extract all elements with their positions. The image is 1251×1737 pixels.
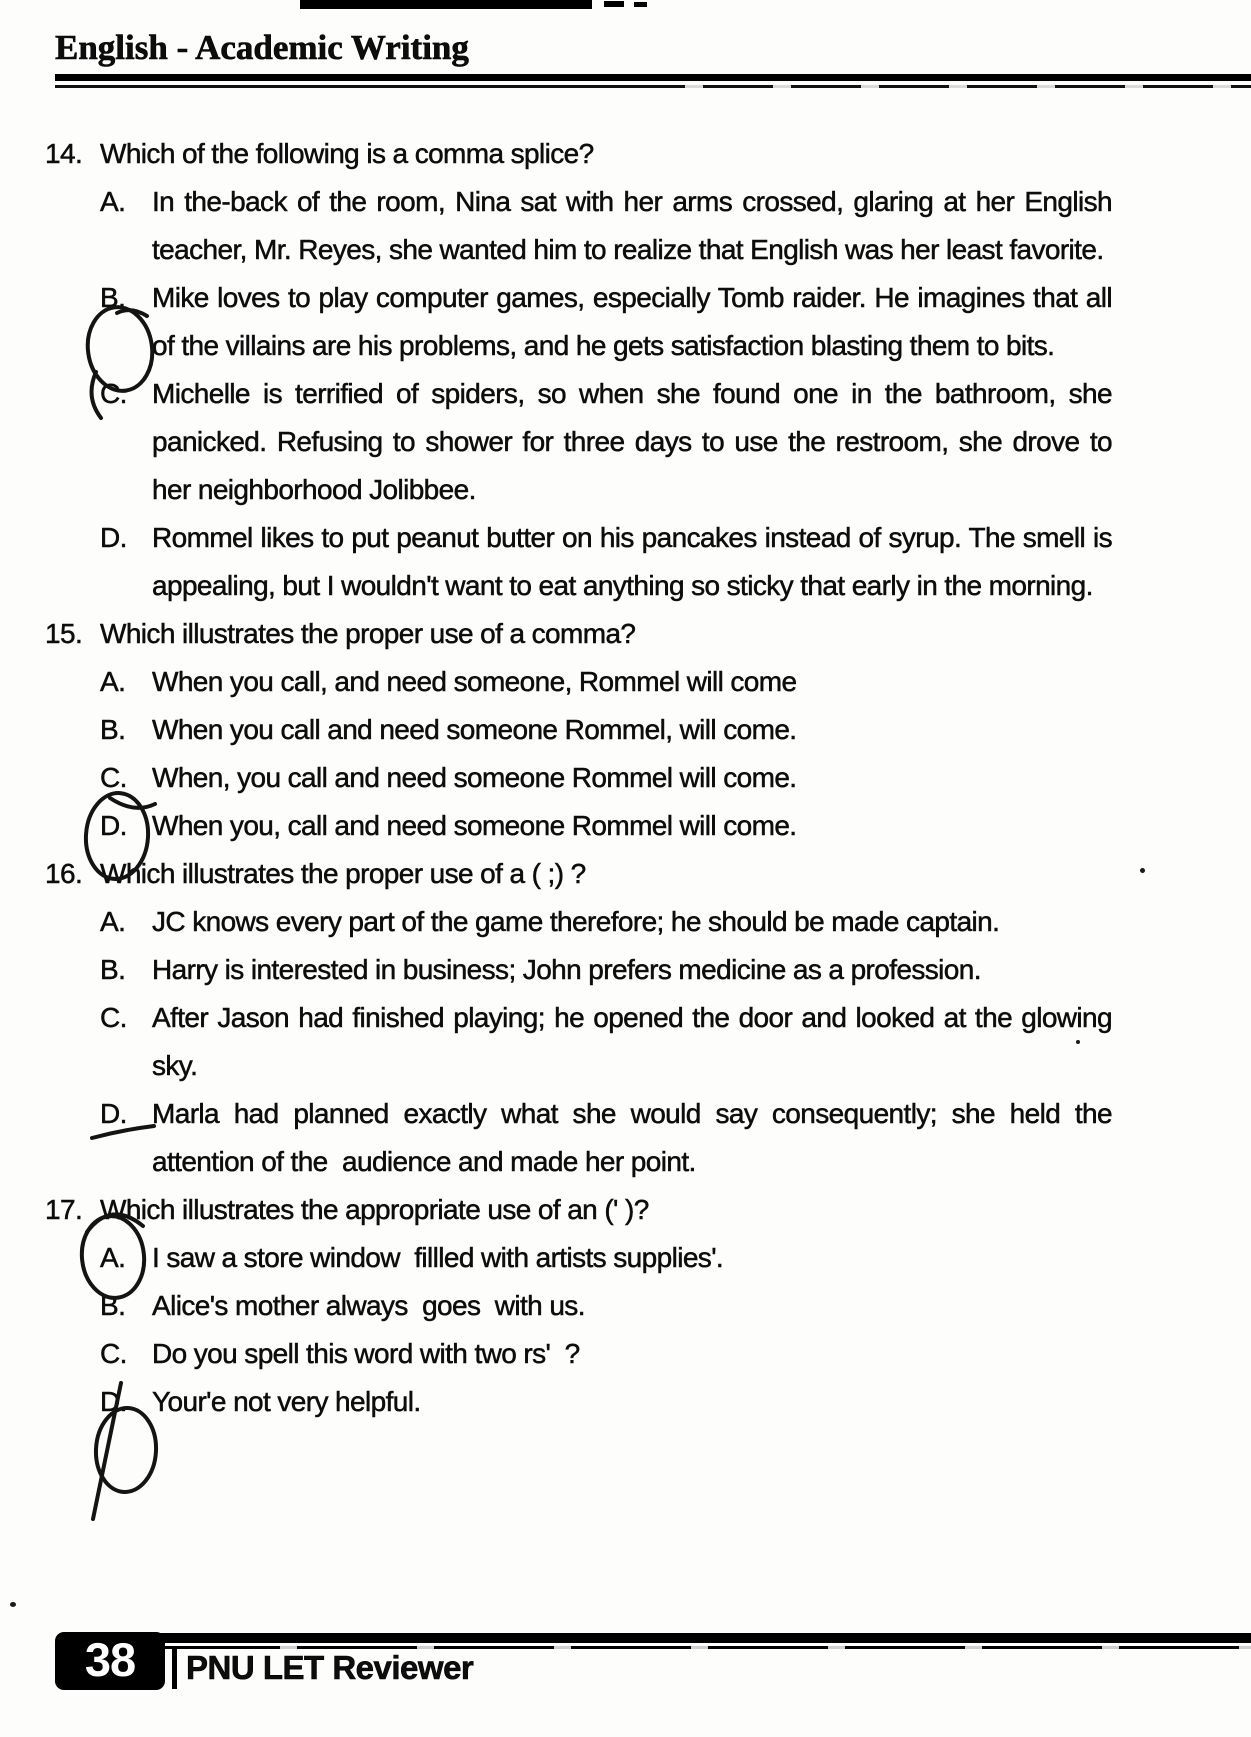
option-letter: A. — [100, 186, 126, 217]
option-letter: B. — [100, 954, 126, 985]
option-letter: D. — [100, 1098, 127, 1129]
page-number-box — [55, 1632, 165, 1690]
option-15-a — [100, 658, 1251, 706]
question-number: 16. — [45, 858, 83, 889]
option-text: Marla had planned exactly what she would say consequently; she held the attention of the audience and made her point. — [152, 1098, 1120, 1177]
question-16-heading — [45, 850, 1251, 898]
option-14-c — [100, 370, 1251, 514]
question-17 — [45, 1186, 1251, 1426]
question-17-heading — [45, 1186, 1251, 1234]
option-text: Your'e not very helpful. — [152, 1386, 421, 1417]
option-text: When you call and need someone Rommel, will come. — [152, 714, 797, 745]
option-letter: A. — [100, 906, 126, 937]
option-letter: C. — [100, 762, 127, 793]
option-text: Michelle is terrified of spiders, so when she found one in the bathroom, she panicked. Refusing to shower for three days to use the restroom, she drove to her neighborhood Jolibbee. — [152, 378, 1120, 505]
scan-artifact-dash — [634, 2, 647, 7]
question-text: Which of the following is a comma splice? — [100, 138, 594, 169]
option-letter: D. — [100, 810, 127, 841]
option-14-a — [100, 178, 1251, 274]
footer-label: PNU LET Reviewer — [172, 1647, 473, 1689]
option-16-b — [100, 946, 1251, 994]
option-letter: D. — [100, 1386, 127, 1417]
option-17-a — [100, 1234, 1251, 1282]
option-text: When you, call and need someone Rommel will come. — [152, 810, 797, 841]
option-text: After Jason had finished playing; he opened the door and looked at the glowing sky. — [152, 1002, 1120, 1081]
question-14-heading — [45, 130, 1251, 178]
option-text: When, you call and need someone Rommel will come. — [152, 762, 797, 793]
option-17-c — [100, 1330, 1251, 1378]
page-title: English - Academic Writing — [55, 28, 469, 67]
option-text: Alice's mother always goes with us. — [152, 1290, 585, 1321]
question-number: 17. — [45, 1194, 83, 1225]
option-17-b — [100, 1282, 1251, 1330]
option-16-d — [100, 1090, 1251, 1186]
question-text: Which illustrates the proper use of a ( ;) ? — [100, 858, 586, 889]
question-text: Which illustrates the appropriate use of an (' )? — [100, 1194, 649, 1225]
page-number: 38 — [84, 1633, 136, 1686]
header-rule-thick — [55, 74, 1251, 81]
scan-artifact-top-bar — [300, 0, 592, 9]
option-letter: A. — [100, 1242, 126, 1273]
option-15-c — [100, 754, 1251, 802]
option-17-d — [100, 1378, 1251, 1426]
question-number: 15. — [45, 618, 83, 649]
option-text: Do you spell this word with two rs' ? — [152, 1338, 580, 1369]
option-15-d — [100, 802, 1251, 850]
question-text: Which illustrates the proper use of a comma? — [100, 618, 636, 649]
question-list — [0, 130, 1251, 1426]
question-16 — [45, 850, 1251, 1186]
option-text: Rommel likes to put peanut butter on his pancakes instead of syrup. The smell is appealing, but I wouldn't want to eat anything so sticky that early in the morning. — [152, 522, 1120, 601]
question-number: 14. — [45, 138, 83, 169]
option-text: JC knows every part of the game therefore; he should be made captain. — [152, 906, 1000, 937]
option-text: When you call, and need someone, Rommel will come — [152, 666, 797, 697]
question-15-heading — [45, 610, 1251, 658]
option-text: Harry is interested in business; John prefers medicine as a profession. — [152, 954, 981, 985]
option-letter: B. — [100, 282, 126, 313]
option-14-b — [100, 274, 1251, 370]
footer-rule-thick — [160, 1633, 1251, 1643]
option-text: Mike loves to play computer games, especially Tomb raider. He imagines that all of the villains are his problems, and he gets satisfaction blasting them to bits. — [152, 282, 1120, 361]
option-text: In the-back of the room, Nina sat with her arms crossed, glaring at her English teacher, Mr. Reyes, she wanted him to realize that English was her least favorite. — [152, 186, 1120, 265]
option-letter: D. — [100, 522, 127, 553]
question-15 — [45, 610, 1251, 850]
option-text: I saw a store window fillled with artists supplies'. — [152, 1242, 724, 1273]
option-16-c — [100, 994, 1251, 1090]
question-14 — [45, 130, 1251, 610]
option-letter: B. — [100, 714, 126, 745]
option-letter: C. — [100, 1338, 127, 1369]
option-15-b — [100, 706, 1251, 754]
option-letter: C. — [100, 1002, 127, 1033]
scan-speck — [10, 1602, 16, 1607]
header-rule-thin-dashed — [615, 85, 1251, 88]
header-rule-thin — [55, 85, 615, 88]
scan-artifact-dash — [604, 1, 624, 7]
option-14-d — [100, 514, 1251, 610]
option-16-a — [100, 898, 1251, 946]
option-letter: C. — [100, 378, 127, 409]
option-letter: B. — [100, 1290, 126, 1321]
option-letter: A. — [100, 666, 126, 697]
